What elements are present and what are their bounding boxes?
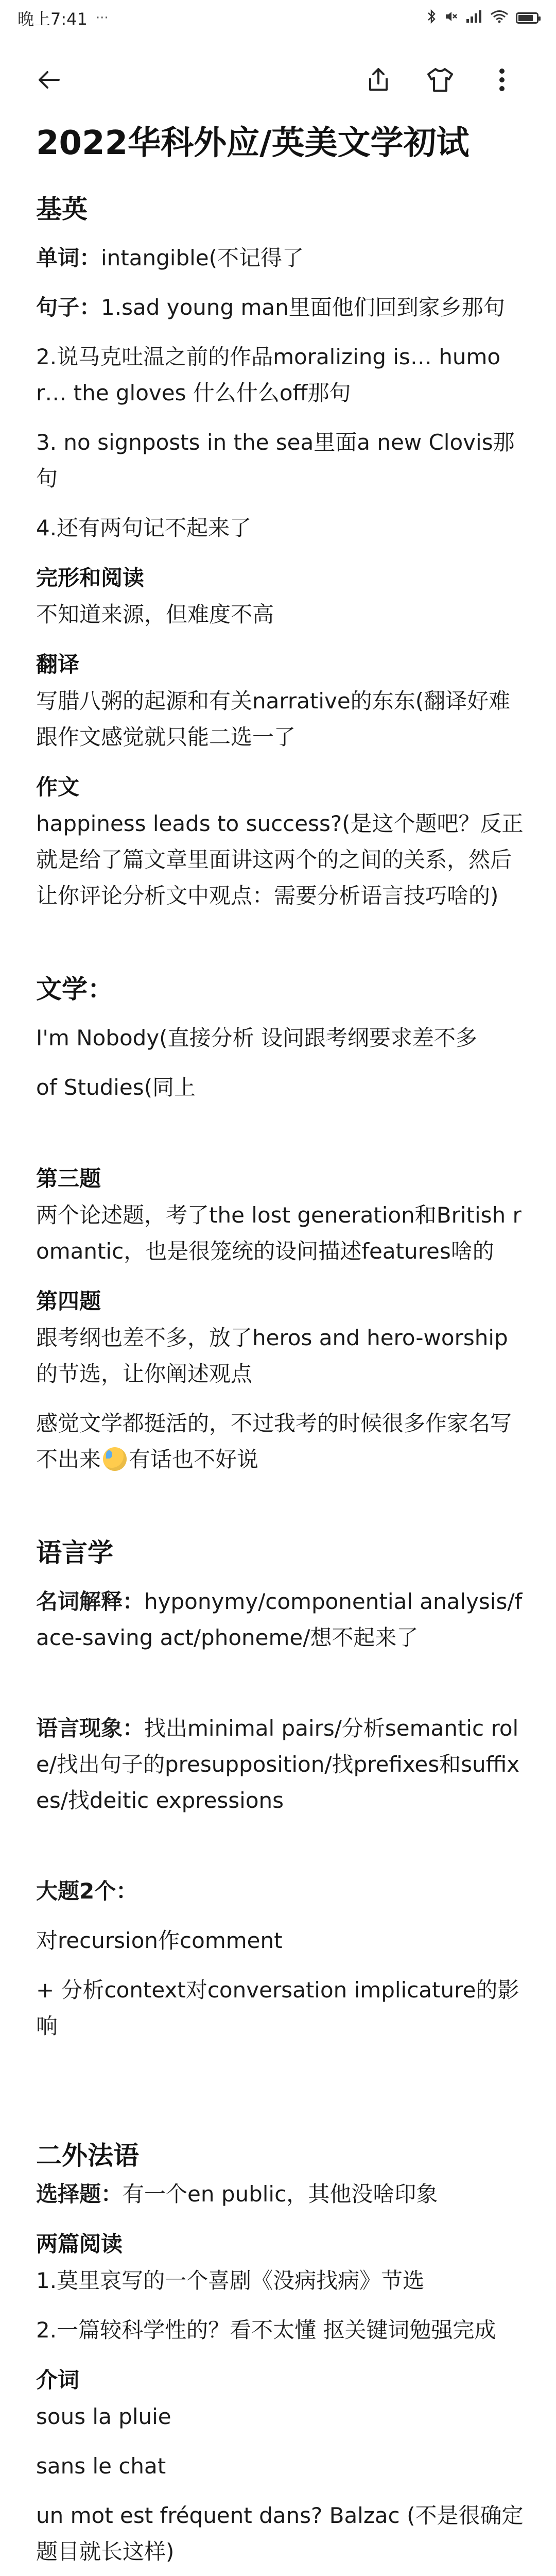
mute-icon [444,9,458,27]
wenxue-note-end: 有话也不好说 [129,1447,259,1472]
q3-text: 两个论述题，考了the lost generation和British romantic，也是很笼统的设问描述features啥的 [36,1202,522,1264]
sweat-smile-emoji-icon [103,1447,127,1471]
juzi-2: 2.说马克吐温之前的作品moralizing is… humor… the gloves 什么什么off那句 [36,344,501,405]
section-heading-erwai: 二外法语 [36,2141,139,2171]
fanyi-text: 写腊八粥的起源和有关narrative的东东(翻译好难 跟作文感觉就只能二选一了 [36,688,511,750]
subheading-q4: 第四题 [36,1289,101,1314]
paragraph-xianxiang [36,1710,525,1819]
juzi-3: 3. no signposts in the sea里面a new Clovis那句 [36,430,515,491]
jieci-2: sans le chat [36,2453,166,2479]
juzi-1: 1.sad young man里面他们回到家乡那句 [101,295,505,320]
jieci-3: un mot est fréquent dans? Balzac (不是很确定 题目就长这样) [36,2503,524,2564]
wanxing-text: 不知道来源，但难度不高 [36,602,274,627]
juzi-label: 句子： [36,295,101,320]
wenxue-text-1: I'm Nobody(直接分析 设问跟考纲要求差不多 [36,1025,477,1050]
paragraph-xuanze [36,2176,525,2212]
subheading-zuowen: 作文 [36,774,80,800]
dati-2: + 分析context对conversation implicature的影响 [36,1977,519,2039]
status-dots: ··· [95,10,109,26]
subheading-q3: 第三题 [36,1166,101,1191]
nav-bar [0,41,556,118]
q4-text: 跟考纲也差不多，放了heros and hero-worship的节选，让你阐述观点 [36,1325,508,1386]
danci-text: intangible(不记得了 [101,245,304,270]
zuowen-text: happiness leads to success?(是这个题吧？反正就是给了篇文章里面讲这两个的之间的关系，然后让你评论分析文中观点：需要分析语言技巧啥的) [36,811,524,908]
xianxiang-text: 找出minimal pairs/分析semantic role/找出句子的presupposition/找prefixes和suffixes/找deitic expressions [36,1716,520,1813]
xianxiang-label: 语言现象： [36,1716,145,1741]
subheading-wanxing: 完形和阅读 [36,565,145,590]
status-time: 晚上7:41 [18,9,88,29]
wifi-icon [490,10,509,27]
mingci-label: 名词解释： [36,1589,145,1614]
section-heading-wenxue: 文学： [36,974,113,1004]
subheading-yuedu: 两篇阅读 [36,2231,123,2257]
wenxue-note [36,1405,525,1478]
jieci-1: sous la pluie [36,2404,171,2429]
wenxue-text-2: of Studies(同上 [36,1075,196,1100]
xuanze-label: 选择题： [36,2181,123,2207]
bluetooth-icon [426,9,437,28]
dati-1: 对recursion作comment [36,1928,283,1953]
status-bar [0,0,556,36]
danci-label: 单词： [36,245,101,270]
section-heading-yuyan: 语言学 [36,1538,113,1568]
mingci-text: hyponymy/componential analysis/face-saving act/phoneme/想不起来了 [36,1589,523,1650]
article-body [36,118,525,2576]
dati-label: 大题2个： [36,1878,138,1904]
subheading-fanyi: 翻译 [36,652,80,677]
paragraph-dati [36,1873,525,1909]
battery-icon [516,12,538,24]
signal-icon [465,10,483,27]
paragraph-danci [36,240,525,276]
tshirt-icon[interactable] [417,57,463,103]
share-icon[interactable] [355,57,402,103]
juzi-4: 4.还有两句记不起来了 [36,515,252,540]
yuedu-1: 1.莫里哀写的一个喜剧《没病找病》节选 [36,2268,425,2293]
more-vertical-icon[interactable] [479,57,525,103]
section-heading-jiying: 基英 [36,194,88,224]
xuanze-text: 有一个en public，其他没啥印象 [123,2181,438,2207]
paragraph-mingci [36,1584,525,1656]
subheading-jieci: 介词 [36,2367,80,2393]
article-title: 2022华科外应/英美文学初试 [36,124,470,162]
back-arrow-icon[interactable] [26,57,72,103]
wenxue-note-text: 感觉文学都挺活的，不过我考的时候很多作家名写不出来 [36,1411,512,1472]
paragraph-juzi [36,290,525,326]
yuedu-2: 2.一篇较科学性的？看不太懂 抠关键词勉强完成 [36,2317,496,2343]
